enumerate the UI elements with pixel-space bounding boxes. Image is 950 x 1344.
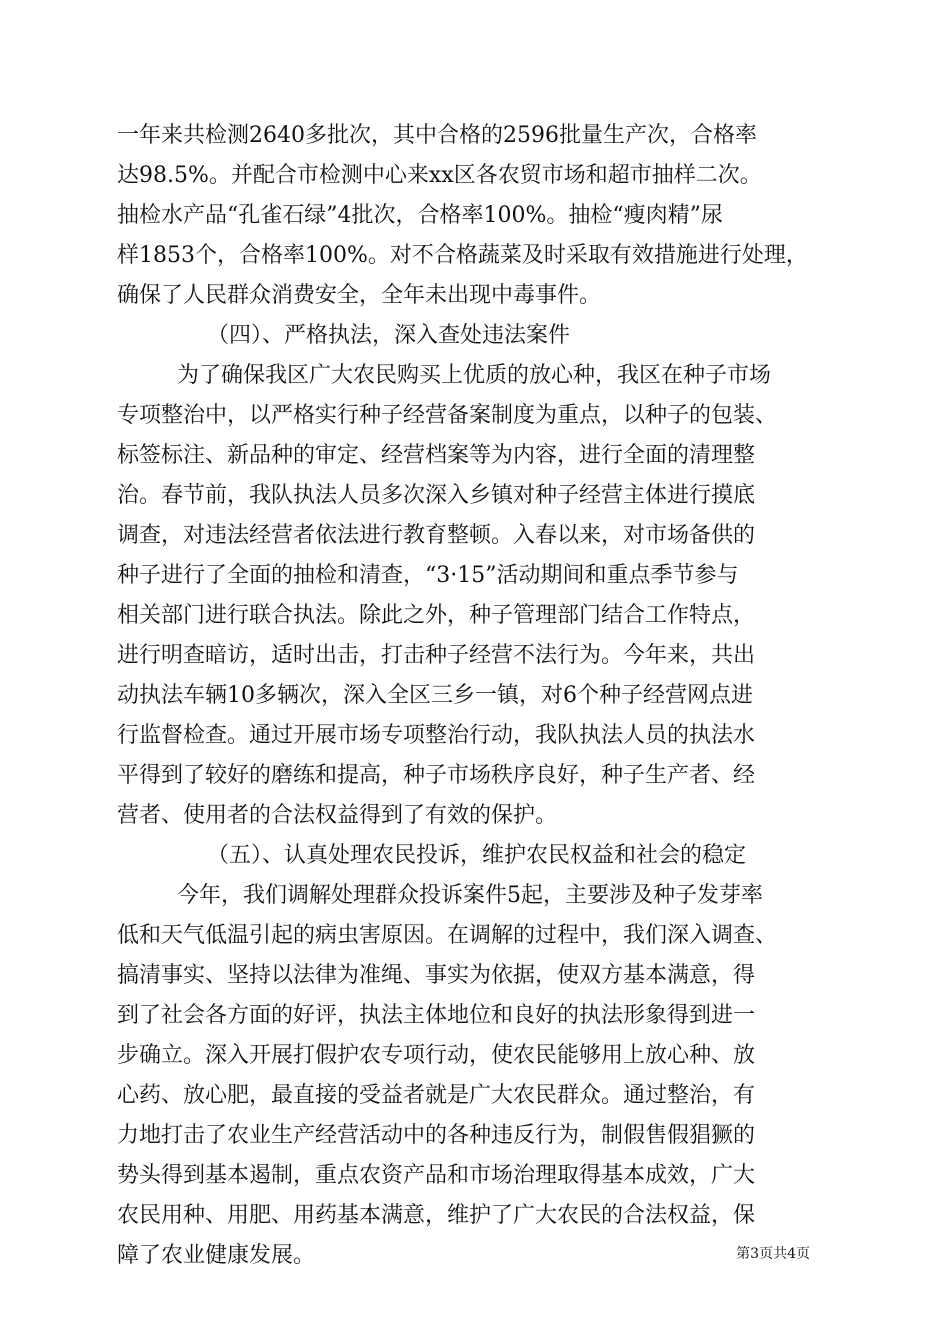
text-line: 势头得到基本遏制，重点农资产品和市场治理取得基本成效，广大 bbox=[117, 1163, 756, 1188]
text-line: 专项整治中，以严格实行种子经营备案制度为重点，以种子的包装、 bbox=[117, 403, 778, 428]
text-line: 调查，对违法经营者依法进行教育整顿。入春以来，对市场备供的 bbox=[117, 523, 756, 548]
text-line: 治。春节前，我队执法人员多次深入乡镇对种子经营主体进行摸底 bbox=[117, 483, 756, 508]
text-line: 确保了人民群众消费安全，全年未出现中毒事件。 bbox=[117, 283, 602, 308]
text-line: 一年来共检测2640多批次，其中合格的2596批量生产次，合格率 bbox=[117, 123, 757, 148]
text-line: 步确立。深入开展打假护农专项行动，使农民能够用上放心种、放 bbox=[117, 1043, 756, 1068]
paragraph-complaint-handling bbox=[117, 876, 833, 1276]
text-line: 平得到了较好的磨练和提高，种子市场秩序良好，种子生产者、经 bbox=[117, 763, 756, 788]
text-line: 为了确保我区广大农民购买上优质的放心种，我区在种子市场 bbox=[177, 363, 772, 388]
section-heading-5: （五）、认真处理农民投诉，维护农民权益和社会的稳定 bbox=[207, 843, 747, 868]
text-line: 动执法车辆10多辆次，深入全区三乡一镇，对6个种子经营网点进 bbox=[117, 683, 753, 708]
text-line: 搞清事实、坚持以法律为准绳、事实为依据，使双方基本满意，得 bbox=[117, 963, 756, 988]
text-line: 标签标注、新品种的审定、经营档案等为内容，进行全面的清理整 bbox=[117, 443, 756, 468]
text-line: 到了社会各方面的好评，执法主体地位和良好的执法形象得到进一 bbox=[117, 1003, 756, 1028]
text-line: 低和天气低温引起的病虫害原因。在调解的过程中，我们深入调查、 bbox=[117, 923, 778, 948]
text-line: 种子进行了全面的抽检和清查，“3·15”活动期间和重点季节参与 bbox=[117, 563, 739, 588]
text-line: 今年，我们调解处理群众投诉案件5起，主要涉及种子发芽率 bbox=[177, 883, 763, 908]
text-line: 相关部门进行联合执法。除此之外，种子管理部门结合工作特点， bbox=[117, 603, 756, 628]
text-line: 行监督检查。通过开展市场专项整治行动，我队执法人员的执法水 bbox=[117, 723, 756, 748]
text-line: 进行明查暗访，适时出击，打击种子经营不法行为。今年来，共出 bbox=[117, 643, 756, 668]
text-line: 农民用种、用肥、用药基本满意，维护了广大农民的合法权益，保 bbox=[117, 1203, 756, 1228]
text-line: 抽检水产品“孔雀石绿”4批次，合格率100%。抽检“瘦肉精”尿 bbox=[117, 203, 723, 228]
paragraph-inspection-results bbox=[117, 116, 833, 316]
text-line: 达98.5%。并配合市检测中心来xx区各农贸市场和超市抽样二次。 bbox=[117, 163, 762, 188]
text-line: 力地打击了农业生产经营活动中的各种违反行为，制假售假猖獗的 bbox=[117, 1123, 756, 1148]
paragraph-seed-market-enforcement bbox=[117, 356, 833, 836]
text-line: 营者、使用者的合法权益得到了有效的保护。 bbox=[117, 803, 558, 828]
text-line: 障了农业健康发展。 bbox=[117, 1243, 316, 1268]
text-line: 样1853个，合格率100%。对不合格蔬菜及时采取有效措施进行处理， bbox=[117, 243, 808, 268]
text-line: 心药、放心肥，最直接的受益者就是广大农民群众。通过整治，有 bbox=[117, 1083, 756, 1108]
page-number-footer: 第3页共4页 bbox=[736, 1246, 810, 1262]
document-body bbox=[117, 116, 833, 1276]
section-heading-4: （四）、严格执法，深入查处违法案件 bbox=[207, 323, 571, 348]
